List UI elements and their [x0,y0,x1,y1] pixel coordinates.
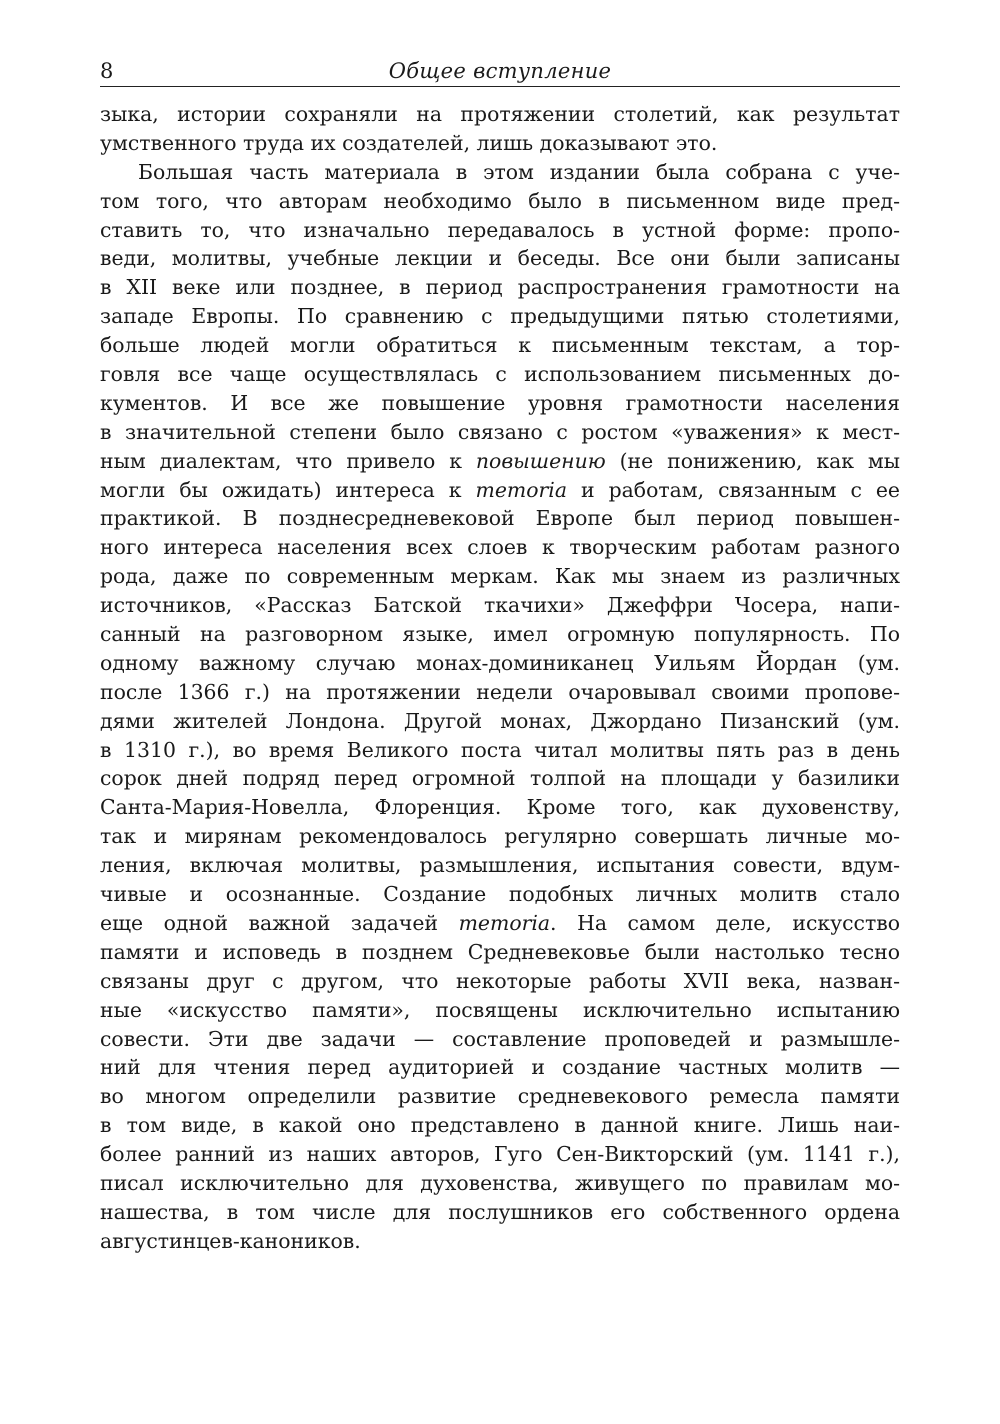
text-line: говля все чаще осуществлялась с использованием письменных до- [100,362,900,387]
text-line: совести. Эти две задачи — составление проповедей и размышле- [100,1026,900,1051]
text-line: нашества, в том числе для послушников его собственного ордена [100,1199,900,1224]
text-line: ний для чтения перед аудиторией и создание частных молитв — [100,1055,900,1080]
text-line: ные «искусство памяти», посвящены исключительно испытанию [100,997,900,1022]
text-run: и работам, связанным с ее [566,477,900,502]
text-line: в значительной степени было связано с ростом «уважения» к мест- [100,419,900,444]
text-line: чивые и осознанные. Создание подобных личных молитв стало [100,882,900,907]
emphasis-text: memoria [458,910,551,935]
text-line [100,447,900,476]
text-line [100,476,900,505]
text-line: августинцев-каноников. [100,1228,361,1253]
text-line: практикой. В позднесредневековой Европе был период повышен- [100,506,900,531]
text-line: зыка, истории сохраняли на протяжении столетий, как результат [100,102,900,126]
text-line: кументов. И все же повышение уровня грамотности населения [100,390,900,415]
text-run: еще одной важной задачей [100,910,459,935]
text-line: источников, «Рассказ Батской ткачихи» Джеффри Чосера, напи- [100,593,900,618]
text-line: рода, даже по современным меркам. Как мы знаем из различных [100,564,900,589]
text-line: веди, молитвы, учебные лекции и беседы. Все они были записаны [100,246,900,271]
text-line: западе Европы. По сравнению с предыдущими пятью столетиями, [100,304,900,329]
text-line: одному важному случаю монах-доминиканец Уильям Йордан (ум. [100,650,900,675]
text-line: после 1366 г.) на протяжении недели очаровывал своими пропове- [100,679,900,704]
text-line: том того, что авторам необходимо было в письменном виде пред- [100,188,900,213]
text-line: более ранний из наших авторов, Гуго Сен-Викторский (ум. 1141 г.), [100,1142,900,1167]
emphasis-text: memoria [475,477,567,502]
running-head [100,58,900,87]
text-line: умственного труда их создателей, лишь доказывают это. [100,130,718,155]
running-title: Общее вступление [388,59,612,83]
text-line: санный на разговорном языке, имел огромную популярность. По [100,622,900,647]
text-run: ным диалектам, что привело к [100,448,476,473]
text-line: так и мирянам рекомендовалось регулярно совершать личные мо- [100,824,900,849]
text-line: Санта-Мария-Новелла, Флоренция. Кроме того, как духовенству, [100,795,900,820]
text-line [100,909,900,938]
text-line: в том виде, в какой оно представлено в данной книге. Лишь наи- [100,1113,900,1138]
text-line: больше людей могли обратиться к письменным текстам, а тор- [100,333,900,358]
page-number: 8 [100,59,114,83]
body-text [100,100,900,1256]
text-line: во многом определили развитие средневекового ремесла памяти [100,1084,900,1109]
text-run: могли бы ожидать) интереса к [100,477,476,502]
text-line: ного интереса населения всех слоев к творческим работам разного [100,535,900,560]
text-run: (не понижению, как мы [605,448,900,473]
text-line: дями жителей Лондона. Другой монах, Джордано Пизанский (ум. [100,708,900,733]
text-line: ления, включая молитвы, размышления, испытания совести, вдум- [100,853,900,878]
text-line: памяти и исповедь в позднем Средневековье были настолько тесно [100,939,900,964]
text-line: сорок дней подряд перед огромной толпой на площади у базилики [100,766,900,791]
text-line: писал исключительно для духовенства, живущего по правилам мо- [100,1170,900,1195]
text-line: ставить то, что изначально передавалось в устной форме: пропо- [100,217,900,242]
emphasis-text: повышению [475,448,606,473]
text-run: . На самом деле, искусство [550,910,900,935]
text-line: в 1310 г.), во время Великого поста читал молитвы пять раз в день [100,737,900,762]
text-line: Большая часть материала в этом издании была собрана с уче- [138,159,900,184]
text-line: связаны друг с другом, что некоторые работы XVII века, назван- [100,968,900,993]
text-line: в XII веке или позднее, в период распространения грамотности на [100,275,900,300]
